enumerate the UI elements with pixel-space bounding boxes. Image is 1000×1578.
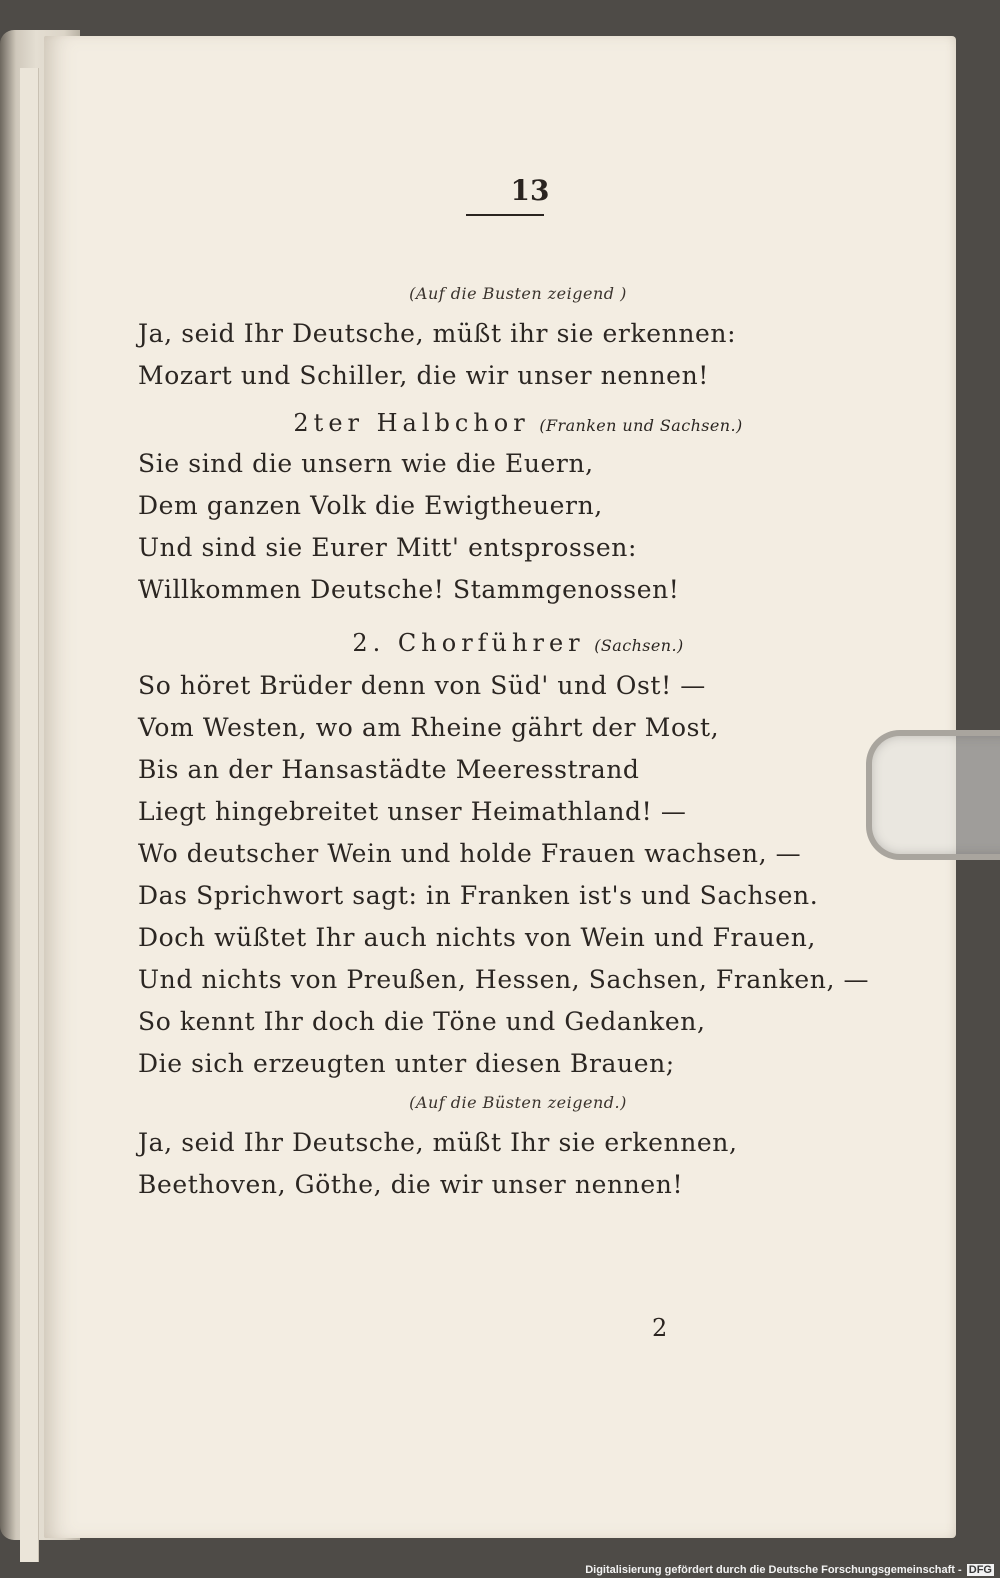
section-heading-chorfuehrer [138,629,898,657]
dfg-logo: DFG [968,1564,992,1576]
verse-line: Ja, seid Ihr Deutsche, müßt ihr sie erkennen: [138,319,737,348]
page-number-top: 13 [510,174,550,207]
page-number-rule [466,214,544,216]
heading-text: 2ter Halbchor [293,409,530,437]
stage-direction-2: (Auf die Büsten zeigend.) [409,1093,627,1112]
verse-line: Mozart und Schiller, die wir unser nennen! [138,361,709,390]
stage-direction-1: (Auf die Busten zeigend ) [409,284,627,303]
verse-line: Wo deutscher Wein und holde Frauen wachsen, — [138,839,802,868]
verse-line: Ja, seid Ihr Deutsche, müßt Ihr sie erkennen, [138,1128,738,1157]
verse-line: Dem ganzen Volk die Ewigtheuern, [138,491,603,520]
verse-line: Und sind sie Eurer Mitt' entsprossen: [138,533,638,562]
verse-line: Das Sprichwort sagt: in Franken ist's und Sachsen. [138,881,819,910]
verse-line: Sie sind die unsern wie die Euern, [138,449,594,478]
book-page [44,36,956,1538]
page-clip [866,730,1000,860]
verse-line: So kennt Ihr doch die Töne und Gedanken, [138,1007,706,1036]
digitization-credit [585,1564,994,1576]
verse-line: Vom Westen, wo am Rheine gährt der Most, [138,713,720,742]
verse-line: Liegt hingebreitet unser Heimathland! — [138,797,687,826]
text-block [138,284,898,1206]
verse-line: Bis an der Hansastädte Meeresstrand [138,755,640,784]
verse-line: Und nichts von Preußen, Hessen, Sachsen, Franken, — [138,965,870,994]
verse-line: Die sich erzeugten unter diesen Brauen; [138,1049,675,1078]
verse-line: So höret Brüder denn von Süd' und Ost! — [138,671,706,700]
section-heading-halbchor [138,409,898,437]
heading-sub: (Sachsen.) [594,636,684,655]
verse-line: Doch wüßtet Ihr auch nichts von Wein und Frauen, [138,923,816,952]
page-stack [20,68,39,1562]
verse-line: Beethoven, Göthe, die wir unser nennen! [138,1170,684,1199]
heading-sub: (Franken und Sachsen.) [539,416,743,435]
verse-line: Willkommen Deutsche! Stammgenossen! [138,575,680,604]
heading-text: 2. Chorführer [352,629,585,657]
credit-text: Digitalisierung gefördert durch die Deutsche Forschungsgemeinschaft - [585,1564,962,1576]
page-number-bottom: 2 [652,1314,668,1342]
